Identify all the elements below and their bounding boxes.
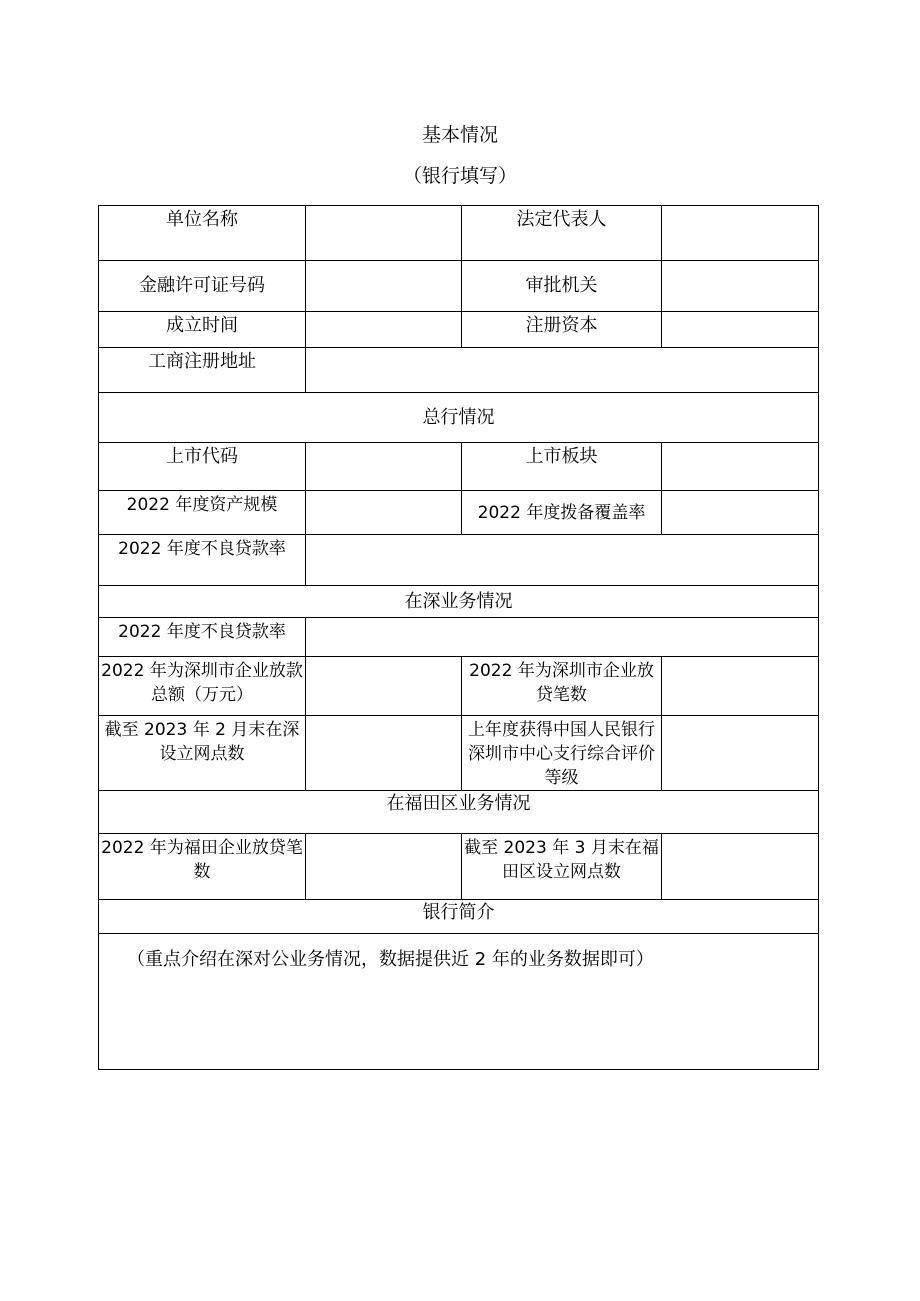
label-unit-name: 单位名称	[99, 206, 306, 261]
label-npl-ratio-sz: 2022 年度不良贷款率	[99, 618, 306, 657]
field-sz-loan-total[interactable]	[306, 657, 462, 716]
label-pboc-rating: 上年度获得中国人民银行深圳市中心支行综合评价等级	[462, 716, 662, 791]
field-npl-ratio-sz[interactable]	[306, 618, 819, 657]
row-intro-section	[99, 900, 819, 934]
field-established[interactable]	[306, 312, 462, 348]
row-ft-section	[99, 791, 819, 834]
field-npl-ratio-hq[interactable]	[306, 535, 819, 586]
row-sz-section	[99, 586, 819, 618]
field-pboc-rating[interactable]	[662, 716, 819, 791]
label-sz-outlets: 截至 2023 年 2 月末在深设立网点数	[99, 716, 306, 791]
label-sz-loan-count: 2022 年为深圳市企业放贷笔数	[462, 657, 662, 716]
field-registered-capital[interactable]	[662, 312, 819, 348]
label-approval-authority: 审批机关	[462, 261, 662, 312]
label-legal-rep: 法定代表人	[462, 206, 662, 261]
row-hq-section	[99, 393, 819, 443]
label-registered-address: 工商注册地址	[99, 348, 306, 393]
bank-intro-hint: （重点介绍在深对公业务情况，数据提供近 2 年的业务数据即可）	[127, 949, 654, 970]
field-license-no[interactable]	[306, 261, 462, 312]
field-sz-outlets[interactable]	[306, 716, 462, 791]
field-unit-name[interactable]	[306, 206, 462, 261]
field-listing-code[interactable]	[306, 443, 462, 491]
row-license	[99, 261, 819, 312]
row-established	[99, 312, 819, 348]
field-ft-outlets[interactable]	[662, 834, 819, 900]
label-ft-loan-count: 2022 年为福田企业放贷笔数	[99, 834, 306, 900]
field-sz-loan-count[interactable]	[662, 657, 819, 716]
row-sz-loans	[99, 657, 819, 716]
label-provision-coverage: 2022 年度拨备覆盖率	[462, 491, 662, 535]
row-sz-outlets	[99, 716, 819, 791]
label-ft-outlets: 截至 2023 年 3 月末在福田区设立网点数	[462, 834, 662, 900]
field-provision-coverage[interactable]	[662, 491, 819, 535]
section-bank-intro: 银行简介	[99, 900, 819, 934]
bank-info-form	[98, 205, 819, 1070]
field-listing-board[interactable]	[662, 443, 819, 491]
label-listing-board: 上市板块	[462, 443, 662, 491]
label-license-no: 金融许可证号码	[99, 261, 306, 312]
document-subtitle: （银行填写）	[402, 165, 517, 187]
field-registered-address[interactable]	[306, 348, 819, 393]
row-assets	[99, 491, 819, 535]
field-legal-rep[interactable]	[662, 206, 819, 261]
section-hq: 总行情况	[99, 393, 819, 443]
label-npl-ratio-hq: 2022 年度不良贷款率	[99, 535, 306, 586]
row-npl-hq	[99, 535, 819, 586]
section-futian: 在福田区业务情况	[99, 791, 819, 834]
field-approval-authority[interactable]	[662, 261, 819, 312]
row-ft-business	[99, 834, 819, 900]
row-intro-body	[99, 934, 819, 1070]
document-title: 基本情况	[421, 124, 498, 146]
field-asset-scale[interactable]	[306, 491, 462, 535]
label-asset-scale: 2022 年度资产规模	[99, 491, 306, 535]
label-registered-capital: 注册资本	[462, 312, 662, 348]
field-ft-loan-count[interactable]	[306, 834, 462, 900]
label-established: 成立时间	[99, 312, 306, 348]
row-unit-name	[99, 206, 819, 261]
row-address	[99, 348, 819, 393]
section-shenzhen: 在深业务情况	[99, 586, 819, 618]
bank-intro-field[interactable]	[99, 934, 819, 1070]
label-listing-code: 上市代码	[99, 443, 306, 491]
label-sz-loan-total: 2022 年为深圳市企业放款总额（万元）	[99, 657, 306, 716]
row-npl-sz	[99, 618, 819, 657]
row-listing	[99, 443, 819, 491]
